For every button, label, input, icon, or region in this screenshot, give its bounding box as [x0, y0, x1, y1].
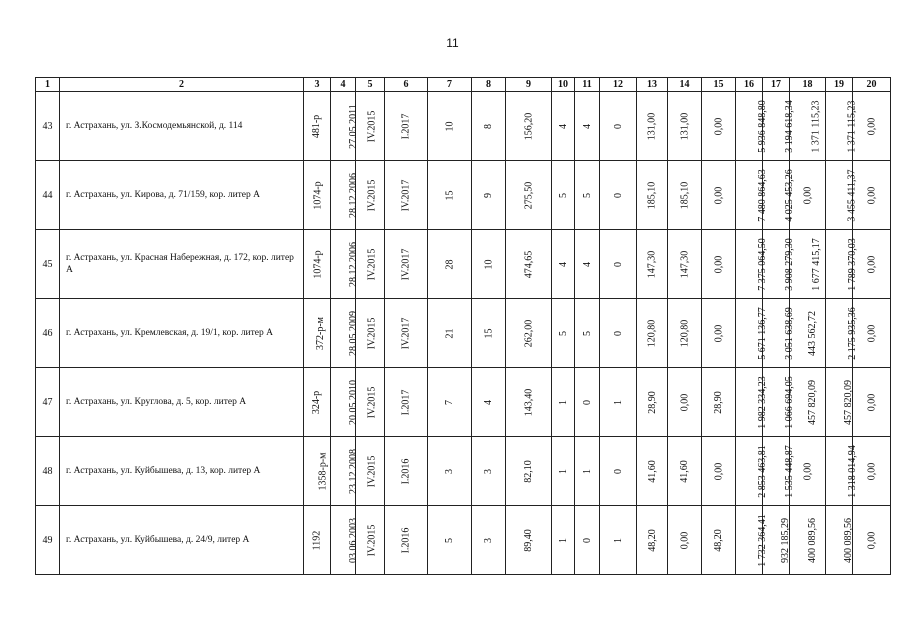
cell-value: 4 [557, 261, 569, 267]
row-number-cell: 48 [36, 437, 60, 506]
cell-value: 4 025 453,26 [783, 168, 795, 222]
table-row [36, 506, 891, 575]
cell-value: 1 [612, 537, 624, 543]
data-cell [600, 230, 637, 299]
data-cell [385, 299, 428, 368]
cell-value: 4 [557, 123, 569, 129]
cell-value: 5 [557, 330, 569, 336]
cell-value: 0 [581, 399, 593, 405]
row-number-cell: 44 [36, 161, 60, 230]
data-cell [790, 92, 826, 161]
cell-value: 5 [581, 330, 593, 336]
column-header: 5 [356, 78, 385, 92]
register-table [35, 77, 891, 575]
data-cell [304, 161, 331, 230]
data-cell [331, 161, 359, 230]
cell-value: 15 [444, 190, 455, 200]
cell-value: 147,30 [679, 250, 690, 278]
data-cell [304, 368, 331, 437]
data-cell [428, 230, 472, 299]
column-header: 2 [60, 78, 304, 92]
cell-value: 28,90 [646, 390, 658, 414]
cell-value: 5 671 136,77 [756, 306, 768, 360]
cell-value: 1 789 370,03 [846, 237, 858, 291]
cell-value: 324-р [311, 390, 323, 414]
address-cell: г. Астрахань, ул. Круглова, д. 5, кор. литер А [60, 368, 304, 437]
data-cell [356, 92, 385, 161]
data-cell [428, 368, 472, 437]
data-cell [736, 437, 768, 506]
data-cell [790, 506, 826, 575]
table-row [36, 299, 891, 368]
data-cell [826, 92, 858, 161]
cell-value: 131,00 [679, 112, 690, 140]
cell-value: 120,80 [679, 319, 690, 347]
column-header: 11 [575, 78, 600, 92]
column-header: 20 [853, 78, 891, 92]
data-cell [736, 161, 768, 230]
table-body [36, 92, 891, 575]
column-header: 9 [506, 78, 552, 92]
table-row [36, 437, 891, 506]
data-cell [853, 368, 891, 437]
cell-value: 41,60 [646, 459, 658, 483]
cell-value: 10 [444, 121, 455, 131]
cell-value: 1 318 014,94 [846, 444, 858, 498]
cell-value: 156,20 [523, 112, 534, 140]
cell-value: 3 [483, 468, 494, 474]
data-cell [826, 299, 858, 368]
cell-value: 1 732 364,41 [756, 513, 768, 567]
data-cell [331, 506, 359, 575]
data-cell [304, 230, 331, 299]
data-cell [668, 368, 702, 437]
cell-value: 5 [557, 192, 569, 198]
page-number: 11 [446, 36, 459, 50]
data-cell [790, 161, 826, 230]
data-cell [853, 506, 891, 575]
cell-value: 481-р [311, 114, 323, 138]
column-header: 13 [637, 78, 668, 92]
cell-value: 8 [483, 123, 494, 129]
cell-value: 400 089,56 [807, 517, 818, 563]
cell-value: 28 [444, 259, 455, 269]
data-cell [790, 368, 826, 437]
address-cell: г. Астрахань, ул. Куйбышева, д. 24/9, литер А [60, 506, 304, 575]
column-header: 12 [600, 78, 637, 92]
data-cell [385, 161, 428, 230]
data-cell [472, 506, 506, 575]
cell-value: 23.12.2008 [348, 448, 359, 494]
data-cell [702, 230, 736, 299]
cell-value: 9 [483, 192, 494, 198]
data-cell [637, 92, 668, 161]
data-cell [385, 230, 428, 299]
data-cell [637, 437, 668, 506]
cell-value: 10 [483, 259, 494, 269]
row-number-cell: 47 [36, 368, 60, 437]
address-cell: г. Астрахань, ул. Красная Набережная, д. 172, кор. литер А [60, 230, 304, 299]
row-number-cell: 45 [36, 230, 60, 299]
data-cell [385, 92, 428, 161]
data-cell [552, 506, 575, 575]
cell-value: 1 [557, 537, 569, 543]
cell-value: 20.05.2010 [348, 379, 359, 425]
data-cell [304, 92, 331, 161]
column-header: 6 [385, 78, 428, 92]
cell-value: 41,60 [679, 459, 690, 483]
data-cell [356, 161, 385, 230]
cell-value: 0 [612, 330, 624, 336]
data-cell [668, 299, 702, 368]
data-cell [575, 368, 600, 437]
data-cell [385, 506, 428, 575]
data-cell [575, 92, 600, 161]
cell-value: 262,00 [523, 319, 534, 347]
cell-value: 21 [444, 328, 455, 338]
data-cell [668, 92, 702, 161]
address-cell: г. Астрахань, ул. З.Космодемьянской, д. 114 [60, 92, 304, 161]
cell-value: 3 194 618,34 [783, 99, 795, 153]
table-row [36, 230, 891, 299]
cell-value: 185,10 [646, 181, 658, 209]
cell-value: 3 [483, 537, 494, 543]
cell-value: 0,00 [866, 462, 877, 480]
data-cell [826, 437, 858, 506]
cell-value: 0,00 [713, 186, 724, 204]
cell-value: 0,00 [866, 117, 877, 135]
column-header: 19 [826, 78, 853, 92]
cell-value: IV.2015 [366, 179, 378, 211]
data-cell [428, 506, 472, 575]
data-cell [472, 230, 506, 299]
data-cell [428, 92, 472, 161]
cell-value: 89,40 [523, 528, 534, 552]
cell-value: 28.12.2006 [348, 241, 359, 287]
cell-value: 1192 [311, 530, 323, 550]
data-cell [472, 368, 506, 437]
cell-value: 28.12.2006 [348, 172, 359, 218]
cell-value: I.2017 [400, 113, 412, 139]
address-cell: г. Астрахань, ул. Куйбышева, д. 13, кор. литер А [60, 437, 304, 506]
cell-value: 03.06.2003 [348, 517, 359, 563]
data-cell [552, 368, 575, 437]
column-number-row [36, 78, 891, 92]
table-row [36, 368, 891, 437]
cell-value: 0 [612, 123, 624, 129]
cell-value: IV.2015 [366, 386, 378, 418]
cell-value: 275,50 [523, 181, 534, 209]
cell-value: IV.2017 [400, 248, 412, 280]
data-cell [600, 299, 637, 368]
data-cell [637, 230, 668, 299]
row-number-cell: 46 [36, 299, 60, 368]
cell-value: 4 [483, 399, 494, 405]
data-cell [356, 437, 385, 506]
cell-value: 0,00 [866, 324, 877, 342]
cell-value: 7 375 064,50 [756, 237, 768, 291]
data-cell [600, 506, 637, 575]
data-cell [668, 230, 702, 299]
data-cell [428, 299, 472, 368]
table-row [36, 92, 891, 161]
column-header: 14 [668, 78, 702, 92]
cell-value: 0,00 [679, 393, 690, 411]
cell-value: 443 562,72 [807, 310, 818, 356]
data-cell [331, 230, 359, 299]
data-cell [600, 161, 637, 230]
data-cell [428, 161, 472, 230]
data-cell [668, 437, 702, 506]
column-header: 7 [428, 78, 472, 92]
data-cell [790, 299, 826, 368]
cell-value: 1 [612, 399, 624, 405]
cell-value: IV.2017 [400, 317, 412, 349]
column-header: 3 [304, 78, 331, 92]
cell-value: 0,00 [866, 186, 877, 204]
data-cell [702, 161, 736, 230]
data-cell [702, 506, 736, 575]
cell-value: 48,20 [646, 528, 658, 552]
data-cell [826, 506, 853, 575]
cell-value: 0 [612, 261, 624, 267]
address-cell: г. Астрахань, ул. Кремлевская, д. 19/1, кор. литер А [60, 299, 304, 368]
cell-value: 0,00 [802, 186, 813, 204]
cell-value: 0 [581, 537, 593, 543]
cell-value: 131,00 [646, 112, 658, 140]
data-cell [736, 368, 768, 437]
cell-value: 1 371 115,23 [810, 99, 822, 153]
cell-value: I.2016 [400, 458, 412, 484]
cell-value: 7 480 864,63 [756, 168, 768, 222]
data-cell [428, 437, 472, 506]
data-cell [552, 299, 575, 368]
cell-value: 28.05.2009 [348, 310, 359, 356]
cell-value: 1074-р [312, 249, 324, 279]
data-cell [736, 92, 768, 161]
cell-value: 2 175 935,36 [846, 306, 858, 360]
data-cell [472, 92, 506, 161]
cell-value: 1 371 115,23 [846, 99, 858, 153]
cell-value: 28,90 [713, 390, 724, 414]
cell-value: 3 455 411,37 [846, 168, 858, 222]
data-cell [331, 437, 359, 506]
cell-value: 1 [581, 468, 593, 474]
cell-value: 5 936 848,80 [756, 99, 768, 153]
cell-value: 15 [483, 328, 494, 338]
cell-value: 5 [444, 537, 455, 543]
cell-value: 457 820,09 [807, 379, 818, 425]
data-cell [637, 368, 668, 437]
data-cell [304, 506, 331, 575]
data-cell [853, 437, 891, 506]
data-cell [575, 230, 600, 299]
data-cell [356, 506, 385, 575]
column-header: 10 [552, 78, 575, 92]
data-cell [826, 368, 853, 437]
data-cell [668, 506, 702, 575]
table-row [36, 161, 891, 230]
cell-value: 27.05.2011 [347, 103, 359, 149]
cell-value: 82,10 [523, 459, 534, 483]
data-cell [356, 368, 385, 437]
column-header: 18 [790, 78, 826, 92]
data-cell [506, 437, 552, 506]
cell-value: 0,00 [866, 393, 877, 411]
data-cell [506, 368, 552, 437]
data-cell [506, 92, 552, 161]
cell-value: IV.2015 [366, 317, 378, 349]
data-cell [472, 437, 506, 506]
cell-value: 0,00 [866, 255, 877, 273]
data-cell [331, 368, 359, 437]
cell-value: 0,00 [713, 255, 724, 273]
cell-value: IV.2015 [366, 110, 378, 142]
row-number-cell: 49 [36, 506, 60, 575]
cell-value: 0,00 [713, 462, 724, 480]
data-cell [552, 437, 575, 506]
data-cell [472, 161, 506, 230]
data-cell [552, 230, 575, 299]
cell-value: 120,80 [646, 319, 658, 347]
cell-value: IV.2017 [400, 179, 412, 211]
data-cell [385, 437, 428, 506]
column-header: 16 [736, 78, 763, 92]
cell-value: 48,20 [713, 528, 724, 552]
cell-value: IV.2015 [366, 455, 378, 487]
row-number-cell: 43 [36, 92, 60, 161]
cell-value: 372-р-м [315, 316, 326, 350]
data-cell [853, 92, 891, 161]
cell-value: 0 [612, 468, 624, 474]
cell-value: 1 [557, 468, 569, 474]
cell-value: 0 [612, 192, 624, 198]
cell-value: 457 820,09 [843, 379, 854, 425]
data-cell [575, 437, 600, 506]
cell-value: 147,30 [646, 250, 658, 278]
cell-value: 0,00 [713, 117, 724, 135]
data-cell [702, 299, 736, 368]
cell-value: 4 [581, 123, 593, 129]
data-cell [552, 161, 575, 230]
data-cell [702, 368, 736, 437]
cell-value: 1074-р [312, 180, 324, 210]
cell-value: 932 185,29 [780, 517, 791, 563]
data-cell [853, 299, 891, 368]
data-cell [736, 506, 768, 575]
data-cell [826, 230, 858, 299]
column-header: 1 [36, 78, 60, 92]
data-cell [853, 161, 891, 230]
data-cell [600, 368, 637, 437]
cell-value: 0,00 [679, 531, 690, 549]
cell-value: 400 089,56 [843, 517, 854, 563]
data-cell [506, 299, 552, 368]
cell-value: 1 535 448,87 [783, 444, 795, 498]
cell-value: 7 [444, 399, 455, 405]
cell-value: 1 982 334,23 [756, 375, 768, 429]
data-cell [356, 230, 385, 299]
data-cell [668, 161, 702, 230]
data-cell [736, 299, 768, 368]
data-cell [552, 92, 575, 161]
cell-value: 1 [557, 399, 569, 405]
cell-value: 3 908 279,30 [783, 237, 795, 291]
cell-value: 3 [444, 468, 455, 474]
data-cell [702, 437, 736, 506]
data-cell [506, 161, 552, 230]
data-cell [826, 161, 858, 230]
column-header: 8 [472, 78, 506, 92]
cell-value: 0,00 [866, 531, 877, 549]
cell-value: 5 [581, 192, 593, 198]
cell-value: I.2017 [400, 389, 412, 415]
cell-value: 3 051 638,69 [783, 306, 795, 360]
cell-value: 1358-р-м [317, 452, 329, 490]
data-cell [702, 92, 736, 161]
data-cell [853, 230, 891, 299]
column-header: 17 [763, 78, 790, 92]
data-cell [575, 161, 600, 230]
cell-value: 1 677 415,17 [810, 237, 822, 291]
data-cell [790, 230, 826, 299]
cell-value: IV.2015 [366, 524, 378, 556]
cell-value: IV.2015 [366, 248, 378, 280]
data-cell [637, 299, 668, 368]
data-cell [600, 437, 637, 506]
cell-value: 2 853 463,81 [756, 444, 768, 498]
cell-value: 0,00 [802, 462, 813, 480]
data-cell [356, 299, 385, 368]
data-cell [385, 368, 428, 437]
data-cell [506, 506, 552, 575]
data-cell [472, 299, 506, 368]
address-cell: г. Астрахань, ул. Кирова, д. 71/159, кор. литер А [60, 161, 304, 230]
data-cell [575, 506, 600, 575]
data-cell [637, 506, 668, 575]
data-cell [304, 437, 331, 506]
cell-value: 143,40 [523, 388, 534, 416]
data-cell [736, 230, 768, 299]
cell-value: 1 066 694,05 [783, 375, 795, 429]
data-cell [331, 299, 359, 368]
data-cell [600, 92, 637, 161]
data-cell [506, 230, 552, 299]
data-cell [331, 92, 359, 161]
cell-value: I.2016 [400, 527, 412, 553]
data-cell [790, 437, 826, 506]
data-cell [304, 299, 331, 368]
data-cell [575, 299, 600, 368]
cell-value: 4 [581, 261, 593, 267]
cell-value: 474,65 [523, 250, 534, 278]
cell-value: 0,00 [713, 324, 724, 342]
cell-value: 185,10 [679, 181, 690, 209]
data-cell [637, 161, 668, 230]
column-header: 4 [331, 78, 356, 92]
column-header: 15 [702, 78, 736, 92]
